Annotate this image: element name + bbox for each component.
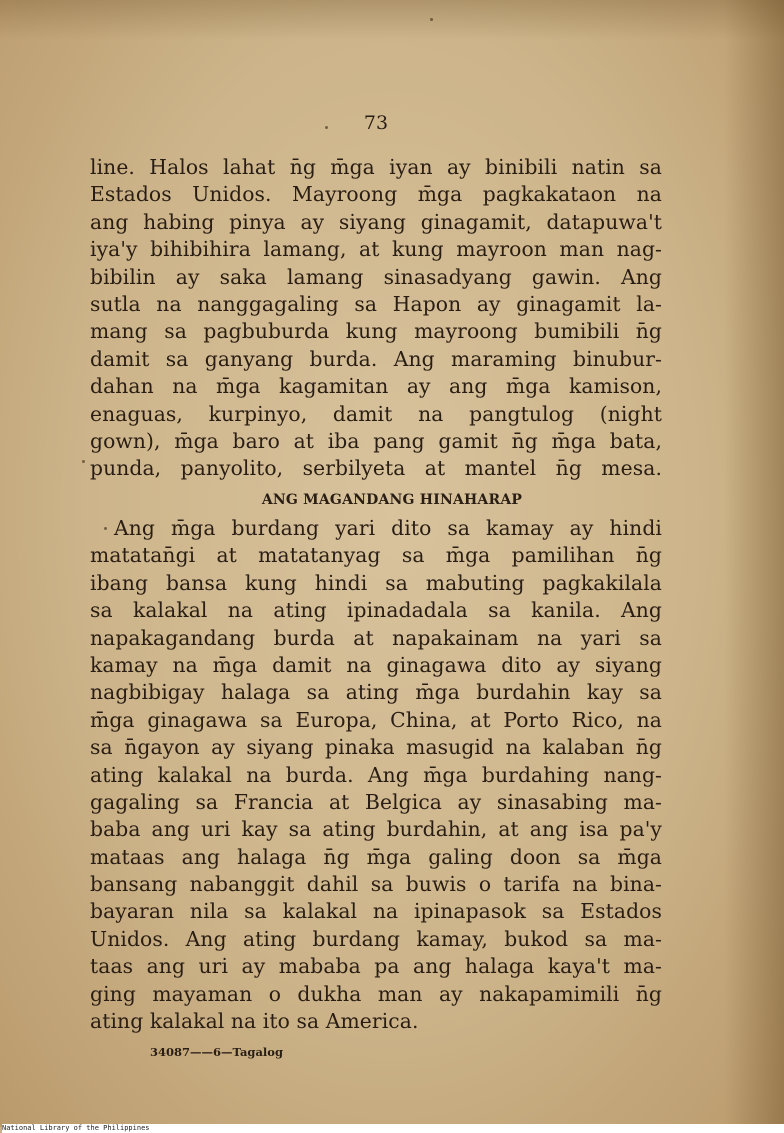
text-line: Unidos. Ang ating burdang kamay, bukod sa ma- [90, 926, 662, 951]
text-line: damit sa ganyang burda. Ang maraming binubur- [90, 346, 662, 371]
page-number: 73 [363, 112, 389, 134]
paper-speck [325, 126, 328, 129]
paragraph-2 [90, 515, 662, 1035]
text-line: bibilin ay saka lamang sinasadyang gawin. Ang [90, 264, 662, 289]
text-line: Estados Unidos. Mayroong m̄ga pagkakataon na [90, 182, 662, 207]
text-line: ibang bansa kung hindi sa mabuting pagkakilala [90, 570, 662, 595]
text-line: punda, panyolito, serbilyeta at mantel n̄g mesa. [90, 456, 662, 481]
text-line: dahan na m̄ga kagamitan ay ang m̄ga kamison, [90, 374, 662, 399]
section-heading: ANG MAGANDANG HINAHARAP [261, 492, 523, 508]
text-line: Ang m̄ga burdang yari dito sa kamay ay hindi [114, 516, 662, 540]
paper-speck [430, 18, 433, 21]
text-line: enaguas, kurpinyo, damit na pangtulog (night [90, 401, 662, 426]
text-line: bayaran nila sa kalakal na ipinapasok sa Estados [90, 899, 662, 924]
text-line: line. Halos lahat n̄g m̄ga iyan ay binibili natin sa [90, 155, 662, 179]
page-shadow-right [724, 0, 784, 1127]
printer-signature: 34087——6—Tagalog [150, 1045, 283, 1059]
page-shadow-top [0, 0, 784, 40]
scan-credit: National Library of the Philippines [2, 1124, 784, 1133]
text-line: ating kalakal na burda. Ang m̄ga burdahing nang- [90, 762, 662, 787]
text-line: iya'y bihibihira lamang, at kung mayroon man nag- [90, 237, 662, 262]
text-line: bansang nabanggit dahil sa buwis o tarifa na bina- [90, 872, 662, 897]
paper-speck [104, 527, 107, 530]
paper-speck [82, 460, 85, 463]
text-line: mang sa pagbuburda kung mayroong bumibili n̄g [90, 319, 662, 344]
paragraph-1 [90, 154, 662, 483]
text-line: gown), m̄ga baro at iba pang gamit n̄g m̄ga bata, [90, 428, 662, 453]
text-line: gagaling sa Francia at Belgica ay sinasabing ma- [90, 789, 662, 814]
text-line: ging mayaman o dukha man ay nakapamimili n̄g [90, 981, 662, 1006]
text-line: kamay na m̄ga damit na ginagawa dito ay siyang [90, 652, 662, 677]
text-line: sa n̄gayon ay siyang pinaka masugid na kalaban n̄g [90, 735, 662, 760]
text-line: matatan̄gi at matatanyag sa m̄ga pamilihan n̄g [90, 543, 662, 568]
text-line: mataas ang halaga n̄g m̄ga galing doon sa m̄ga [90, 844, 662, 869]
text-line: taas ang uri ay mababa pa ang halaga kaya't ma- [90, 954, 662, 979]
text-line: m̄ga ginagawa sa Europa, China, at Porto Rico, na [90, 707, 662, 732]
text-line: ating kalakal na ito sa America. [90, 1009, 419, 1034]
text-line: baba ang uri kay sa ating burdahin, at ang isa pa'y [90, 817, 662, 842]
text-line: sa kalakal na ating ipinadadala sa kanila. Ang [90, 598, 662, 623]
text-line: ang habing pinya ay siyang ginagamit, datapuwa't [90, 209, 662, 234]
text-line: napakagandang burda at napakainam na yari sa [90, 625, 662, 650]
text-line: sutla na nanggagaling sa Hapon ay ginagamit la- [90, 291, 662, 316]
text-line: nagbibigay halaga sa ating m̄ga burdahin kay sa [90, 680, 662, 705]
